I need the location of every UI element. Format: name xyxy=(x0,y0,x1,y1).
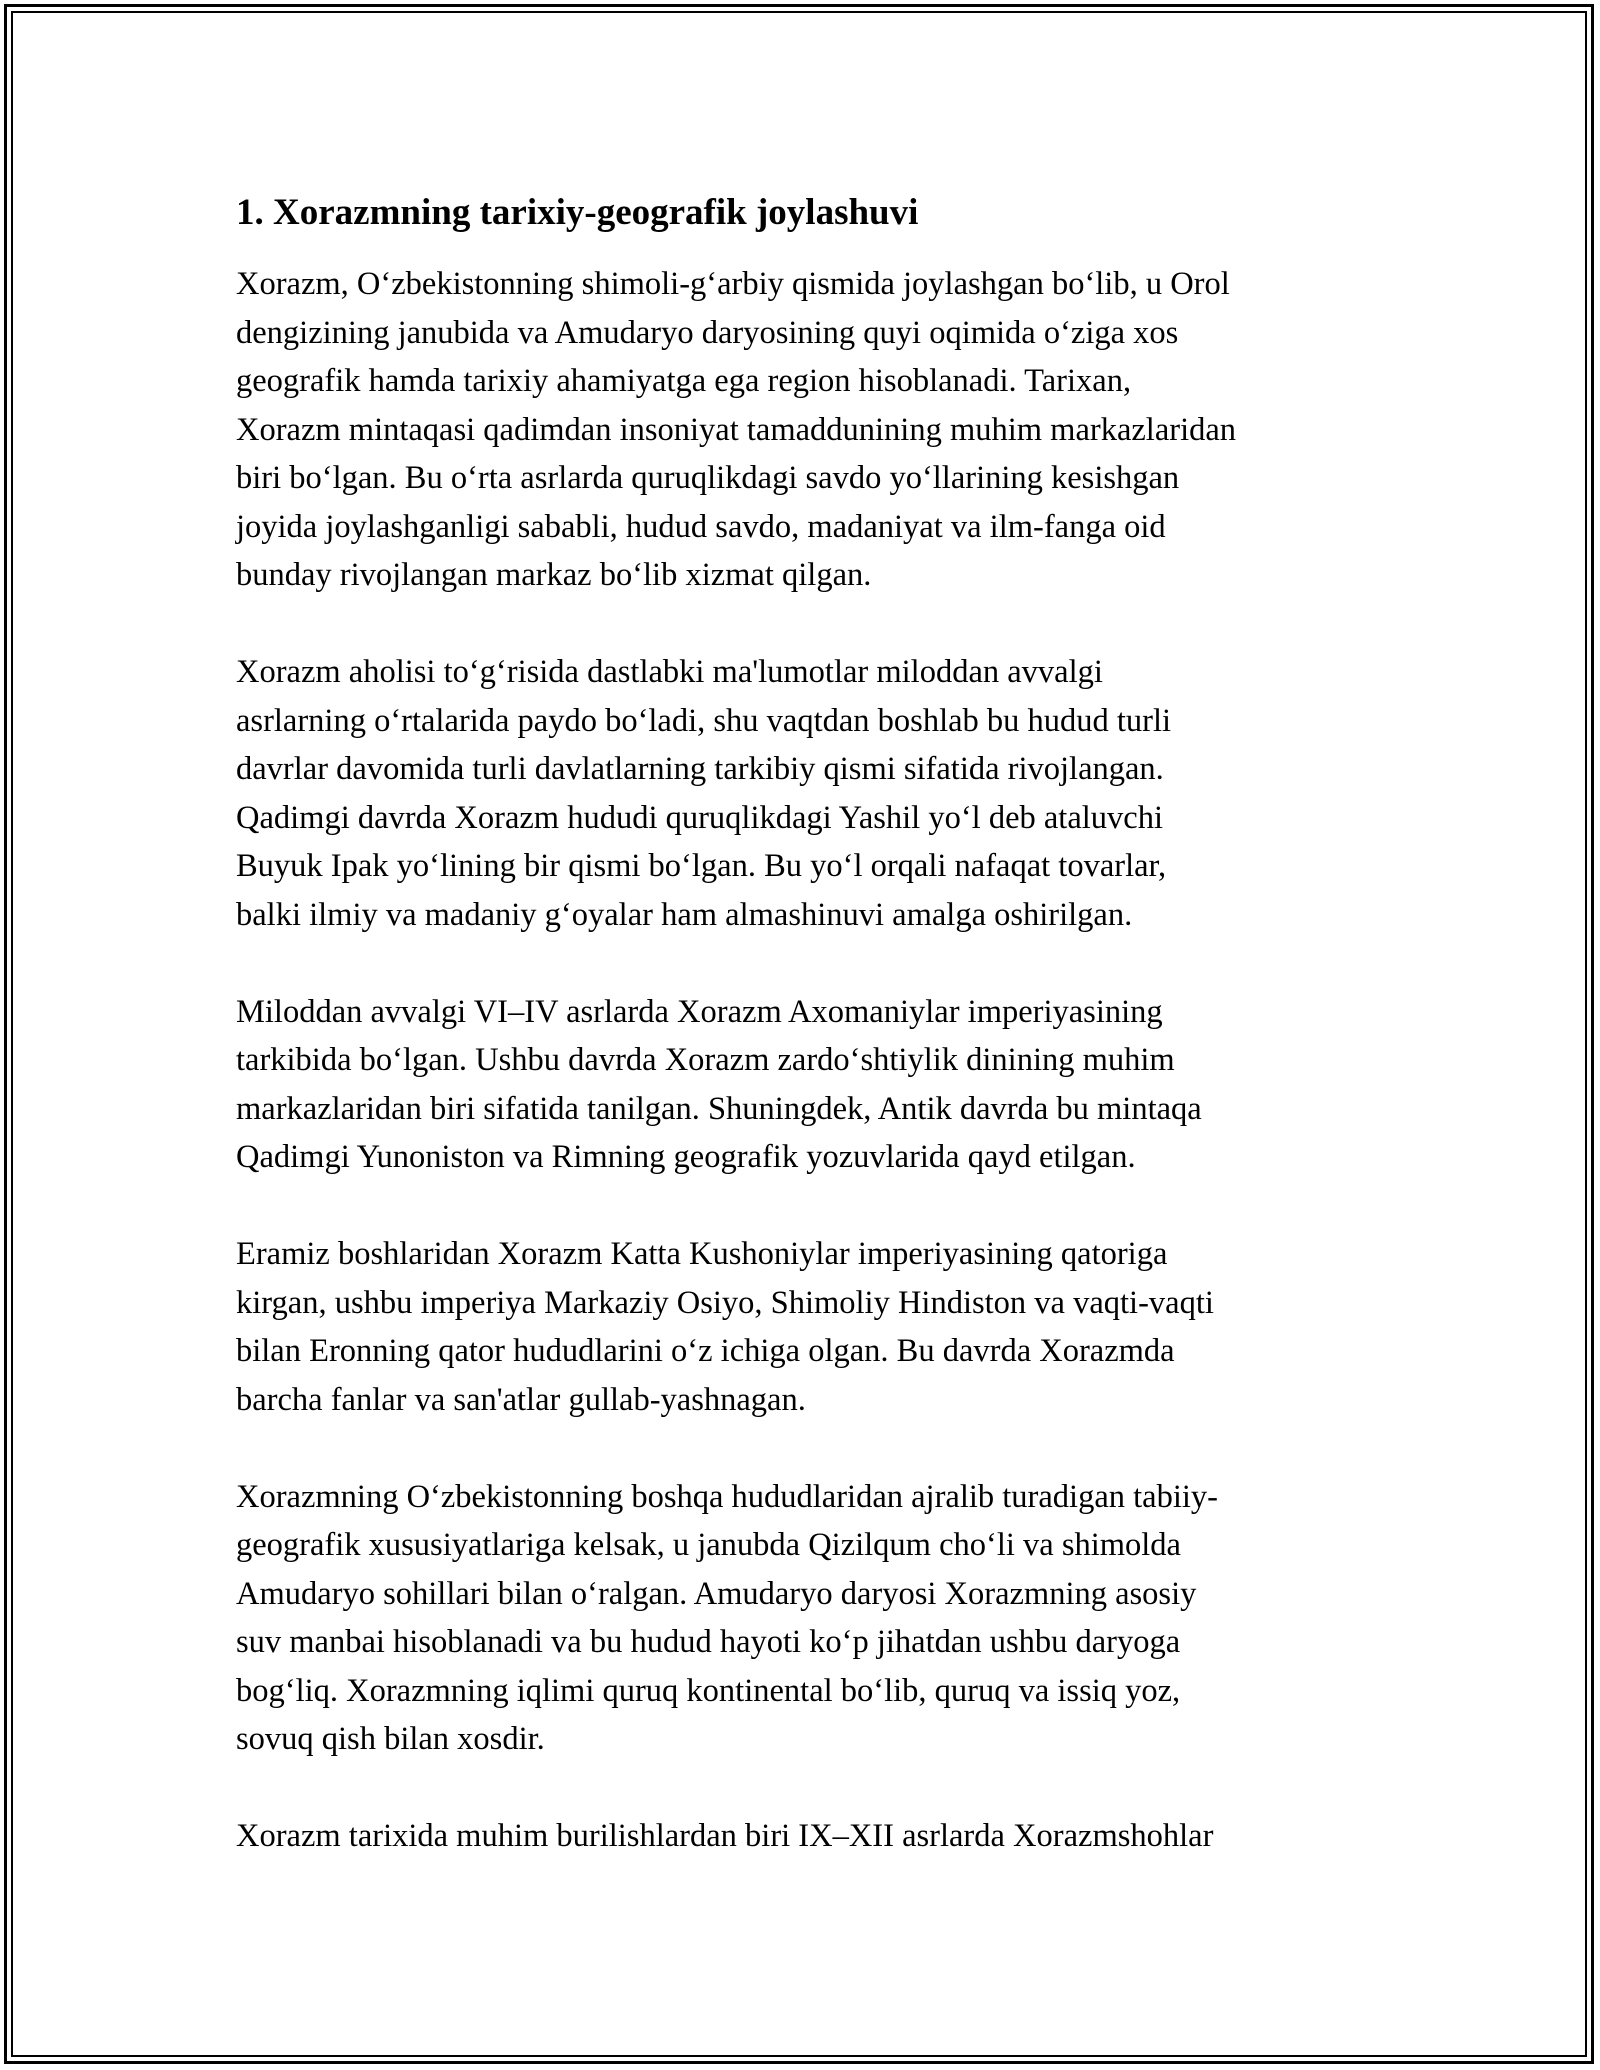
paragraph-5 xyxy=(236,1473,1376,1764)
text-line: Xorazm aholisi to‘g‘risida dastlabki ma'lumotlar miloddan avvalgi xyxy=(236,654,1103,690)
paragraph-1 xyxy=(236,260,1376,600)
text-line: davrlar davomida turli davlatlarning tarkibiy qismi sifatida rivojlangan. xyxy=(236,751,1164,787)
text-line: dengizining janubida va Amudaryo daryosining quyi oqimida o‘ziga xos xyxy=(236,314,1179,351)
text-line: Amudaryo sohillari bilan o‘ralgan. Amudaryo daryosi Xorazmning asosiy xyxy=(236,1575,1197,1612)
text-line: Miloddan avvalgi VI–IV asrlarda Xorazm Axomaniylar imperiyasining xyxy=(236,993,1163,1030)
text-line: Xorazm tarixida muhim burilishlardan biri IX–XII asrlarda Xorazmshohlar xyxy=(236,1818,1214,1854)
paragraph-3 xyxy=(236,988,1376,1182)
text-line: tarkibida bo‘lgan. Ushbu davrda Xorazm zardo‘shtiylik dinining muhim xyxy=(236,1042,1175,1078)
text-line: geografik xususiyatlariga kelsak, u janubda Qizilqum cho‘li va shimolda xyxy=(236,1527,1181,1563)
section-heading: 1. Xorazmning tarixiy-geografik joylashuvi xyxy=(236,192,919,233)
text-line: geografik hamda tarixiy ahamiyatga ega region hisoblanadi. Tarixan, xyxy=(236,363,1132,399)
text-line: kirgan, ushbu imperiya Markaziy Osiyo, Shimoliy Hindiston va vaqti-vaqti xyxy=(236,1284,1214,1321)
paragraph-2 xyxy=(236,648,1376,939)
text-line: markazlaridan biri sifatida tanilgan. Shuningdek, Antik davrda bu mintaqa xyxy=(236,1090,1202,1127)
text-line: joyida joylashganligi sababli, hudud savdo, madaniyat va ilm-fanga oid xyxy=(236,508,1166,545)
text-line: Buyuk Ipak yo‘lining bir qismi bo‘lgan. Bu yo‘l orqali nafaqat tovarlar, xyxy=(236,848,1167,884)
text-line: bilan Eronning qator hududlarini o‘z ichiga olgan. Bu davrda Xorazmda xyxy=(236,1333,1175,1369)
text-line: Qadimgi Yunoniston va Rimning geografik yozuvlarida qayd etilgan. xyxy=(236,1139,1136,1175)
text-line: Eramiz boshlaridan Xorazm Katta Kushoniylar imperiyasining qatoriga xyxy=(236,1236,1168,1272)
text-line: barcha fanlar va san'atlar gullab-yashnagan. xyxy=(236,1381,806,1418)
text-line: asrlarning o‘rtalarida paydo bo‘ladi, shu vaqtdan boshlab bu hudud turli xyxy=(236,702,1172,739)
text-line: Qadimgi davrda Xorazm hududi quruqlikdagi Yashil yo‘l deb ataluvchi xyxy=(236,799,1163,836)
text-line: suv manbai hisoblanadi va bu hudud hayoti ko‘p jihatdan ushbu daryoga xyxy=(236,1624,1181,1660)
text-line: bog‘liq. Xorazmning iqlimi quruq kontinental bo‘lib, quruq va issiq yoz, xyxy=(236,1672,1181,1709)
text-line: biri bo‘lgan. Bu o‘rta asrlarda quruqlikdagi savdo yo‘llarining kesishgan xyxy=(236,460,1180,496)
text-line: Xorazm mintaqasi qadimdan insoniyat tamaddunining muhim markazlaridan xyxy=(236,411,1237,448)
text-line: balki ilmiy va madaniy g‘oyalar ham almashinuvi amalga oshirilgan. xyxy=(236,896,1133,933)
paragraph-4 xyxy=(236,1230,1376,1424)
text-line: Xorazmning O‘zbekistonning boshqa hududlaridan ajralib turadigan tabiiy- xyxy=(236,1478,1218,1515)
text-line: sovuq qish bilan xosdir. xyxy=(236,1721,545,1757)
paragraph-6 xyxy=(236,1812,1376,1861)
text-line: bunday rivojlangan markaz bo‘lib xizmat qilgan. xyxy=(236,557,872,593)
document-body xyxy=(236,186,1376,1909)
text-line: Xorazm, O‘zbekistonning shimoli-g‘arbiy qismida joylashgan bo‘lib, u Orol xyxy=(236,266,1230,302)
